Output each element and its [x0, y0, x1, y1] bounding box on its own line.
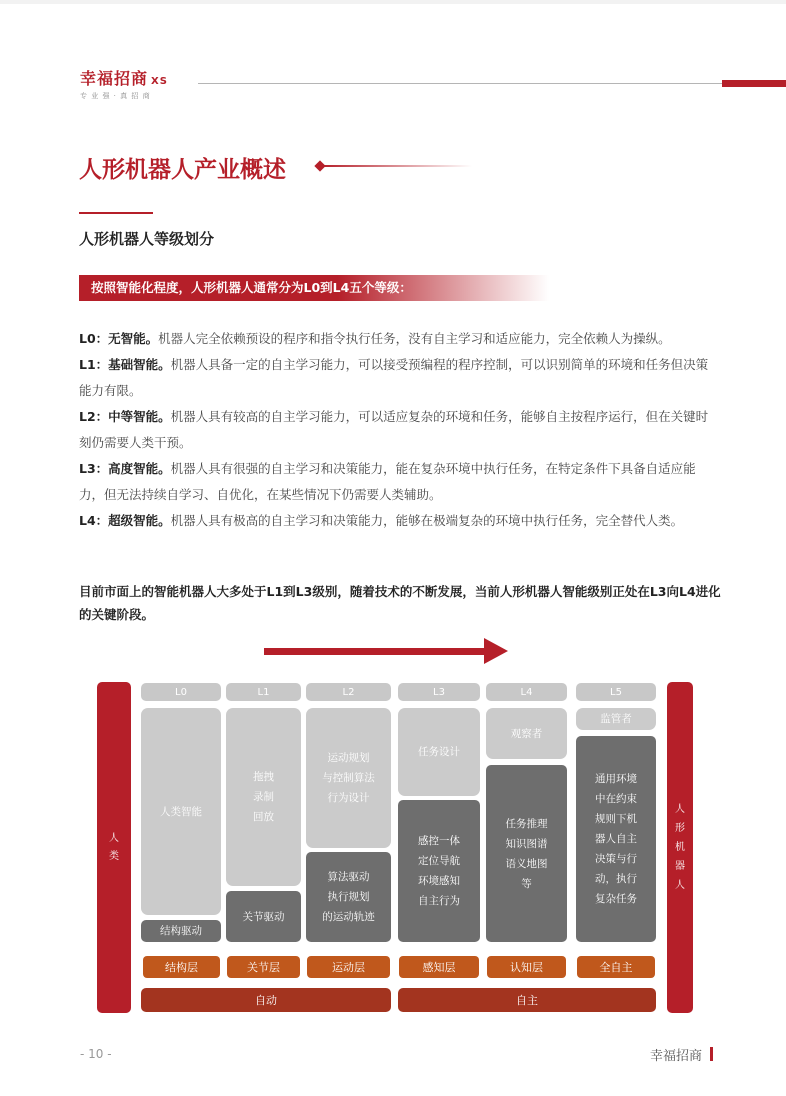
layer-box: 结构层 — [143, 956, 220, 978]
level-label: L4 — [486, 683, 567, 701]
capability-box-dark: 关节驱动 — [226, 891, 301, 942]
footer-brand: 幸福招商 — [650, 1049, 703, 1064]
level-item — [79, 456, 719, 508]
capability-box-dark: 结构驱动 — [141, 920, 221, 942]
layer-box: 关节层 — [227, 956, 300, 978]
level-label: L3 — [398, 683, 480, 701]
header-divider — [198, 83, 722, 84]
title-diamond-icon — [314, 160, 325, 171]
summary-paragraph: 目前市面上的智能机器人大多处于L1到L3级别，随着技术的不断发展，当前人形机器人智能级别正处在L3向L4进化的关键阶段。 — [79, 584, 721, 622]
level-desc: 机器人完全依赖预设的程序和指令执行任务，没有自主学习和适应能力，完全依赖人为操纵。 — [158, 331, 671, 346]
layer-box: 认知层 — [487, 956, 566, 978]
capability-box-light: 运动规划 与控制算法 行为设计 — [306, 708, 391, 848]
level-label: L5 — [576, 683, 656, 701]
layer-box: 感知层 — [399, 956, 479, 978]
level-item — [79, 326, 719, 352]
header-accent-bar — [722, 80, 786, 87]
level-item — [79, 508, 719, 534]
page-title: 人形机器人产业概述 — [79, 157, 286, 183]
brand-logo — [80, 66, 168, 89]
capability-box-dark: 感控一体 定位导航 环境感知 自主行为 — [398, 800, 480, 942]
capability-box-light: 任务设计 — [398, 708, 480, 796]
capability-box-light: 观察者 — [486, 708, 567, 759]
capability-box-dark: 算法驱动 执行规划 的运动轨迹 — [306, 852, 391, 942]
level-name: L1：基础智能。 — [79, 357, 171, 372]
level-desc: 机器人具有较高的自主学习能力，可以适应复杂的环境和任务，能够自主按程序运行，但在关键时刻仍需要人类干预。 — [79, 409, 709, 450]
level-name: L4：超级智能。 — [79, 513, 171, 528]
robot-side-bar: 人 形 机 器 人 — [667, 682, 693, 1013]
level-desc: 机器人具备一定的自主学习能力，可以接受预编程的程序控制，可以识别简单的环境和任务但决策能力有限。 — [79, 357, 709, 398]
level-item — [79, 352, 719, 404]
section-title: 人形机器人等级划分 — [79, 230, 215, 248]
level-label: L2 — [306, 683, 391, 701]
section-accent-line — [79, 212, 153, 214]
human-side-bar: 人 类 — [97, 682, 131, 1013]
level-name: L2：中等智能。 — [79, 409, 171, 424]
intro-banner: 按照智能化程度，人形机器人通常分为L0到L4五个等级： — [79, 275, 549, 301]
progress-arrow-shaft — [264, 648, 486, 655]
level-item — [79, 404, 719, 456]
level-name: L0：无智能。 — [79, 331, 159, 346]
level-label: L1 — [226, 683, 301, 701]
layer-box: 全自主 — [577, 956, 655, 978]
level-label: L0 — [141, 683, 221, 701]
mode-bar-automatic: 自动 — [141, 988, 391, 1012]
brand-name: 幸福招商 — [80, 69, 149, 88]
capability-box-dark: 通用环境 中在约束 规则下机 器人自主 决策与行 动，执行 复杂任务 — [576, 736, 656, 942]
brand-tagline: 专 业 强 · 真 招 商 — [80, 92, 151, 100]
level-desc: 机器人具有很强的自主学习和决策能力，能在复杂环境中执行任务，在特定条件下具备自适应能力，但无法持续自学习、自优化，在某些情况下仍需要人类辅助。 — [79, 461, 696, 502]
mode-bar-autonomous: 自主 — [398, 988, 656, 1012]
arrow-right-icon — [484, 638, 508, 664]
capability-box-light: 拖拽 录制 回放 — [226, 708, 301, 886]
level-desc: 机器人具有极高的自主学习和决策能力，能够在极端复杂的环境中执行任务，完全替代人类。 — [170, 513, 684, 528]
level-name: L3：高度智能。 — [79, 461, 171, 476]
brand-mark: XS — [151, 76, 168, 87]
title-decoration-line — [322, 165, 472, 167]
top-strip — [0, 0, 786, 4]
capability-box-dark: 任务推理 知识图谱 语义地图 等 — [486, 765, 567, 942]
footer-accent-bar — [710, 1047, 713, 1061]
level-list — [79, 326, 719, 534]
capability-box-light: 监管者 — [576, 708, 656, 730]
layer-box: 运动层 — [307, 956, 390, 978]
capability-box-light: 人类智能 — [141, 708, 221, 915]
page-number: - 10 - — [80, 1047, 112, 1061]
